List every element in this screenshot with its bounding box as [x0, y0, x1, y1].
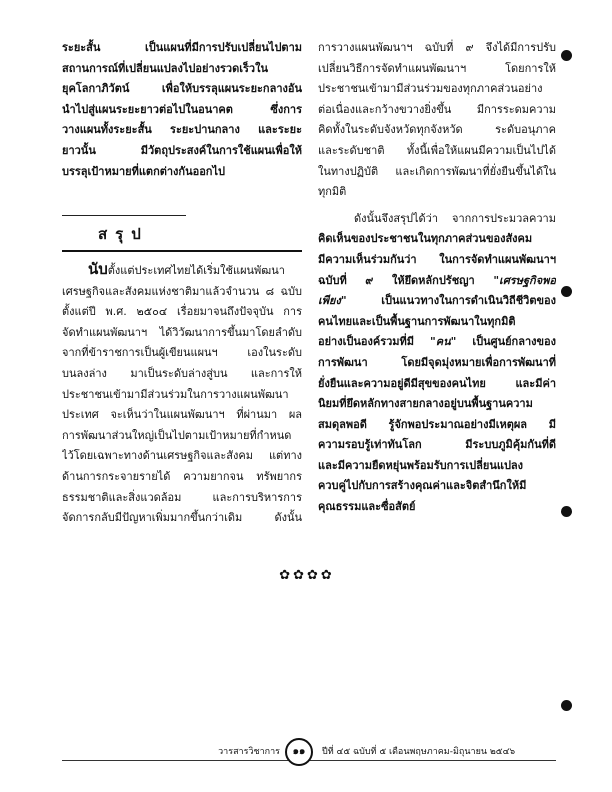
text-line: ไว้โดยเฉพาะทางด้านเศรษฐกิจและสังคม แต่ทาง — [62, 449, 302, 463]
text-line: การพัฒนา โดยมีจุดมุ่งหมายเพื่อการพัฒนาที่ — [318, 355, 556, 369]
text-line: ยาวนั้น มีวัตถุประสงค์ในการใช้แผนเพื่อให้ — [62, 143, 302, 157]
text-line — [318, 291, 556, 312]
text-line: นิยมที่ยึดหลักทางสายกลางอยู่บนพื้นฐานความ — [318, 397, 533, 411]
text-line: ด้านการกระจายรายได้ ความยากจน ทรัพยากร — [62, 469, 302, 483]
text-line: คนไทยและเป็นพื้นฐานการพัฒนาในทุกมิติ — [318, 314, 516, 328]
text-line: ยั่งยืนและความอยู่ดีมีสุขของคนไทย และมีค่า — [318, 376, 556, 390]
text-line: บนลงล่าง มาเป็นระดับล่างสู่บน และการให้ — [62, 366, 302, 380]
page-number: ๑๑ — [285, 738, 313, 766]
binder-hole-icon — [561, 506, 572, 517]
binder-hole-icon — [561, 50, 572, 61]
text-line: คุณธรรมและซื่อสัตย์ — [318, 500, 416, 514]
right-column — [318, 38, 556, 518]
text-fragment: เป็นแนวทางในการดำเนินวิถีชีวิตของ — [346, 294, 556, 308]
footer-journal-name: วารสารวิชาการ — [218, 747, 280, 757]
text-fragment: อย่างเป็นองค์รวมที่มี — [318, 335, 431, 349]
text-line: ในทางปฏิบัติ และเกิดการพัฒนาที่ยั่งยืนขึ้นได้ใน — [318, 164, 556, 178]
section-end-stars: ✿✿✿✿ — [279, 568, 335, 583]
conclusion-body — [62, 259, 302, 529]
text-line: การพัฒนาส่วนใหญ่เป็นไปตามเป้าหมายที่กำหนด — [62, 428, 292, 442]
text-line-rest: ตั้งแต่ประเทศไทยได้เริ่มใช้แผนพัฒนา — [107, 264, 285, 277]
text-line: ประเทศ จะเห็นว่าในแผนพัฒนาฯ ที่ผ่านมา ผล — [62, 408, 302, 422]
text-fragment: เป็นศูนย์กลางของ — [456, 335, 556, 349]
emphasis-text: เพียง" — [318, 294, 347, 308]
left-column-top — [62, 38, 302, 182]
binder-hole-icon — [561, 286, 572, 297]
text-line: ยุคโลกาภิวัตน์ เพื่อให้บรรลุแผนระยะกลางอัน — [62, 82, 302, 96]
emphasis-text: "เศรษฐกิจพอ — [493, 273, 556, 287]
text-line: ระยะสั้น เป็นแผนที่มีการปรับเปลี่ยนไปตาม — [62, 41, 302, 54]
text-line: จัดการกลับมีปัญหาเพิ่มมากขึ้นกว่าเดิม ดังนั้น — [62, 511, 302, 525]
footer-issue: ปีที่ ๔๕ ฉบับที่ ๕ เดือนพฤษภาคม-มิถุนายน ๒๕๔๖ — [322, 747, 516, 757]
heading-underline — [62, 250, 302, 252]
text-line: มีความเห็นร่วมกันว่า ในการจัดทำแผนพัฒนาฯ — [318, 252, 556, 266]
text-line: ดังนั้นจึงสรุปได้ว่า จากการประมวลความ — [354, 211, 556, 225]
text-line: จากที่ข้าราชการเป็นผู้เขียนแผนฯ เองในระดับ — [62, 346, 302, 360]
binder-hole-icon — [561, 700, 572, 711]
text-line: เศรษฐกิจและสังคมแห่งชาติมาแล้วจำนวน ๘ ฉบับ — [62, 284, 302, 298]
emphasis-text: "คน" — [430, 335, 457, 349]
text-line: ต่อเนื่องและกว้างขวางยิ่งขึ้น มีการระดมความ — [318, 102, 556, 116]
text-line — [318, 271, 556, 292]
text-line: สมดุลพอดี รู้จักพอประมาณอย่างมีเหตุผล มี — [318, 417, 556, 431]
text-line: ควบคู่ไปกับการสร้างคุณค่าและจิตสำนึกให้มี — [318, 479, 527, 493]
text-fragment: ฉบับที่ ๙ ให้ยึดหลักปรัชญา — [318, 273, 494, 287]
text-line: ทุกมิติ — [318, 185, 347, 199]
text-line: และมีความยืดหยุ่นพร้อมรับการเปลี่ยนแปลง — [318, 458, 524, 472]
text-line: วางแผนทั้งระยะสั้น ระยะปานกลาง และระยะ — [62, 123, 302, 137]
text-line: ประชาชนเข้ามามีส่วนร่วมในการวางแผนพัฒนา — [62, 387, 289, 401]
text-line: สถานการณ์ที่เปลี่ยนแปลงไปอย่างรวดเร็วใน — [62, 61, 268, 75]
text-line: การวางแผนพัฒนาฯ ฉบับที่ ๙ จึงได้มีการปรับ — [318, 41, 556, 54]
text-line: ประชาชนเข้ามามีส่วนร่วมของทุกภาคส่วนอย่าง — [318, 82, 543, 96]
text-line: นำไปสู่แผนระยะยาวต่อไปในอนาคต ซึ่งการ — [62, 102, 302, 116]
text-line: บรรลุเป้าหมายที่แตกต่างกันออกไป — [62, 164, 225, 178]
text-line: ความรอบรู้เท่าทันโลก มีระบบภูมิคุ้มกันที่ดี — [318, 438, 556, 452]
text-line — [318, 332, 556, 353]
text-line: จัดทำแผนพัฒนาฯ ได้วิวัฒนาการขึ้นมาโดยลำดับ — [62, 325, 302, 339]
section-heading: สรุป — [98, 225, 149, 243]
text-line: ธรรมชาติและสิ่งแวดล้อม และการบริหารการ — [62, 490, 302, 504]
text-line: เปลี่ยนวิธีการจัดทำแผนพัฒนาฯ โดยการให้ — [318, 61, 556, 75]
text-line: คิดทั้งในระดับจังหวัดทุกจังหวัด ระดับอนุภาค — [318, 123, 556, 137]
section-divider — [62, 215, 186, 216]
text-line: ตั้งแต่ปี พ.ศ. ๒๕๐๔ เรื่อยมาจนถึงปัจจุบัน การ — [62, 305, 302, 319]
drop-cap: นับ — [88, 260, 108, 278]
text-line — [62, 259, 302, 282]
text-line: และระดับชาติ ทั้งนี้เพื่อให้แผนมีความเป็นไปได้ — [318, 143, 556, 157]
text-line: คิดเห็นของประชาชนในทุกภาคส่วนของสังคม — [318, 232, 533, 246]
